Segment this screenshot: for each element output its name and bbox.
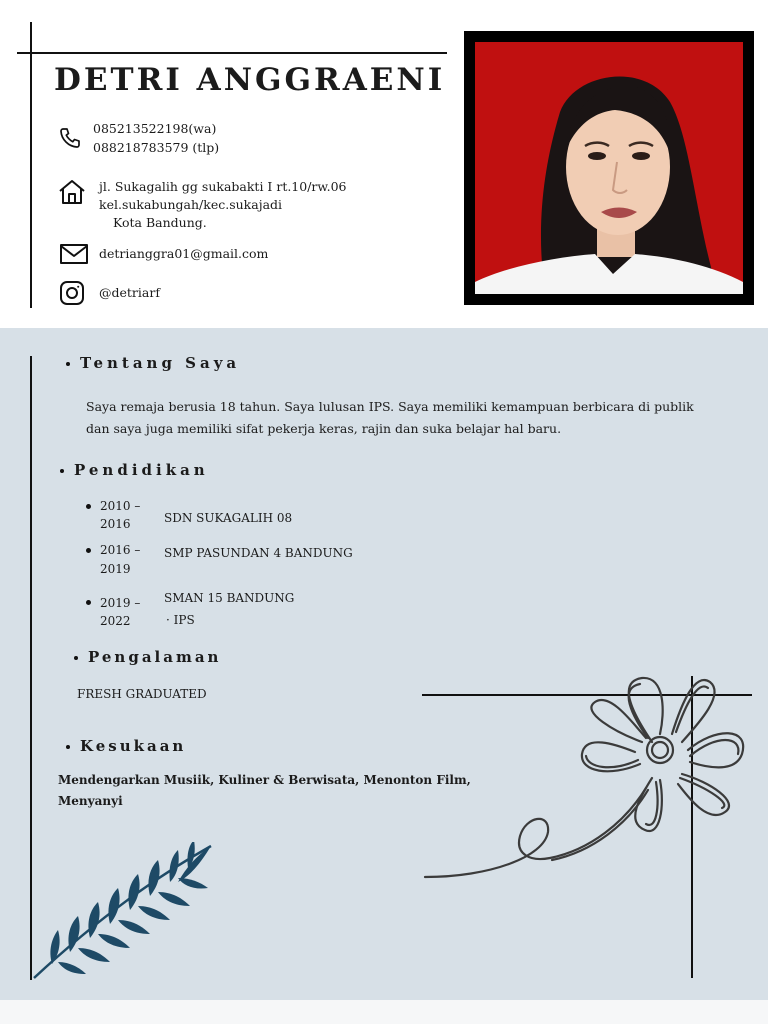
education-year-start: 2010 – (100, 499, 141, 513)
section-title-experience (74, 648, 221, 666)
email-address[interactable]: detrianggra01@gmail.com (99, 246, 269, 261)
phone-icon (58, 126, 82, 150)
about-title-text: Tentang Saya (80, 354, 241, 372)
hobbies-line-1: Mendengarkan Musiik, Kuliner & Berwisata, Menonton Film, (58, 773, 471, 787)
section-title-about (66, 354, 240, 372)
education-detail: · IPS (166, 613, 195, 627)
education-year-end: 2019 (100, 562, 131, 576)
address-line-3: Kota Bandung. (113, 215, 207, 230)
hobbies-line-2: Menyanyi (58, 794, 123, 808)
hobbies-title-text: Kesukaan (80, 737, 187, 755)
education-bullet (86, 600, 91, 605)
address-line-2: kel.sukabungah/kec.sukajadi (99, 197, 283, 212)
education-bullet (86, 548, 91, 553)
profile-photo (475, 42, 743, 294)
home-icon (57, 177, 87, 207)
section-title-hobbies (66, 737, 186, 755)
experience-title-text: Pengalaman (88, 648, 222, 666)
phone-wa[interactable]: 085213522198(wa) (93, 121, 217, 136)
education-year-start: 2016 – (100, 543, 141, 557)
education-school: SMAN 15 BANDUNG (164, 591, 295, 605)
address-line-1: jl. Sukagalih gg sukabakti I rt.10/rw.06 (99, 179, 347, 194)
bullet-icon (66, 745, 70, 749)
education-year-start: 2019 – (100, 596, 141, 610)
flower-doodle-icon (420, 672, 750, 896)
decorative-vertical-line (30, 22, 32, 308)
education-year-end: 2016 (100, 517, 131, 531)
footer-strip (0, 1000, 768, 1024)
instagram-icon (59, 280, 85, 306)
education-year-end: 2022 (100, 614, 131, 628)
education-title-text: Pendidikan (74, 461, 209, 479)
leaf-branch-icon (28, 842, 218, 986)
experience-text: FRESH GRADUATED (77, 687, 207, 701)
education-school: SMP PASUNDAN 4 BANDUNG (164, 546, 353, 560)
section-title-education (60, 461, 209, 479)
decorative-horizontal-line (17, 52, 447, 54)
education-bullet (86, 504, 91, 509)
about-text: Saya remaja berusia 18 tahun. Saya lulusan IPS. Saya memiliki kemampuan berbicara di publik dan saya juga memiliki sifat pekerja keras, rajin dan suka belajar hal baru. (86, 399, 694, 436)
education-school: SDN SUKAGALIH 08 (164, 511, 293, 525)
bullet-icon (74, 656, 78, 660)
bullet-icon (60, 469, 64, 473)
mail-icon (59, 243, 89, 265)
bullet-icon (66, 362, 70, 366)
phone-tlp[interactable]: 088218783579 (tlp) (93, 140, 220, 155)
instagram-handle[interactable]: @detriarf (99, 285, 160, 300)
resume-name: DETRI ANGGRAENI (54, 62, 446, 98)
